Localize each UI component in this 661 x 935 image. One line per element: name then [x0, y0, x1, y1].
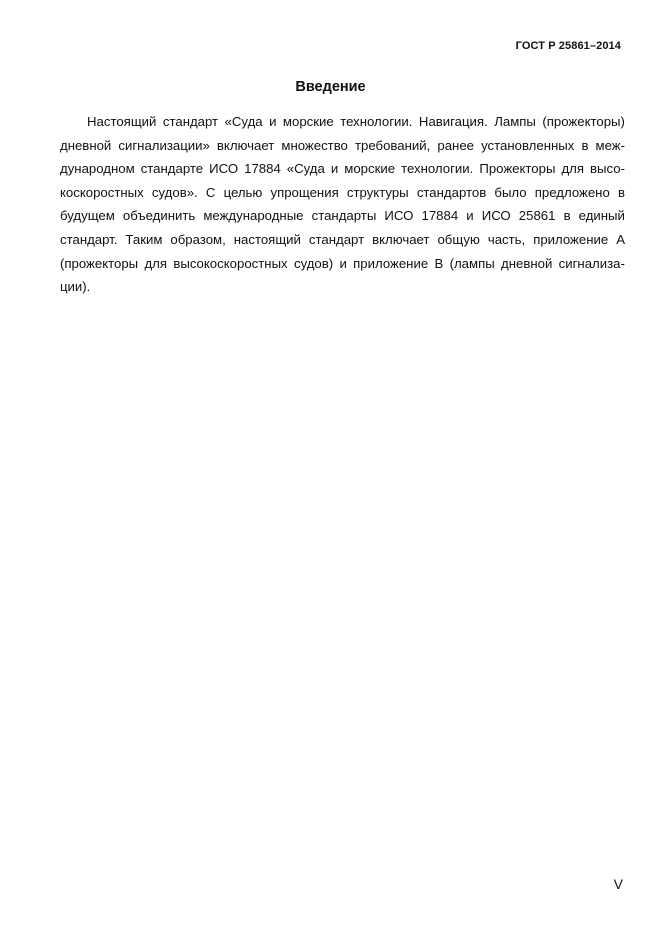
paragraph-word: Навигация. — [418, 114, 488, 129]
paragraph-line: ции). — [60, 279, 91, 295]
paragraph-word: в — [617, 184, 625, 200]
paragraph-word: стандарт — [308, 231, 365, 247]
paragraph-line — [60, 228, 625, 252]
paragraph-word: в — [581, 137, 589, 153]
paragraph-word: структуры — [346, 184, 409, 200]
paragraph-word: дневной — [60, 137, 112, 153]
introduction-paragraph — [60, 110, 625, 299]
paragraph-word: предложено — [534, 184, 610, 200]
paragraph-word: единый — [578, 208, 625, 224]
paragraph-word: коскоростных — [60, 184, 144, 200]
paragraph-word: целью — [223, 184, 263, 200]
paragraph-word: включает — [372, 231, 430, 247]
paragraph-word: в — [563, 208, 571, 224]
paragraph-word: Лампы — [494, 114, 536, 129]
paragraph-word: дународном — [60, 161, 135, 177]
paragraph-word: настоящий — [233, 231, 301, 247]
paragraph-word: технологии. — [401, 161, 474, 177]
paragraph-line — [60, 110, 625, 134]
paragraph-word: ИСО — [209, 161, 239, 177]
paragraph-word: Настоящий — [87, 114, 157, 129]
paragraph-word: (прожекторы) — [542, 114, 625, 129]
paragraph-word: стандартов — [416, 184, 487, 200]
paragraph-word: часть, — [487, 231, 526, 247]
paragraph-word: Таким — [125, 231, 163, 247]
paragraph-word: приложение — [533, 231, 609, 247]
paragraph-word: множество — [281, 137, 348, 153]
paragraph-word: стандарт — [162, 114, 219, 129]
paragraph-word: будущем — [60, 208, 115, 224]
paragraph-word: и — [339, 255, 347, 271]
paragraph-word: общую — [437, 231, 480, 247]
paragraph-word: (прожекторы — [60, 255, 139, 271]
paragraph-word: стандарты — [311, 208, 377, 224]
paragraph-word: высо- — [590, 161, 625, 177]
paragraph-word: меж- — [595, 137, 625, 153]
paragraph-word: 25861 — [518, 208, 556, 224]
paragraph-word: ранее — [437, 137, 475, 153]
paragraph-word: «Суда — [286, 161, 325, 177]
paragraph-word: и — [466, 208, 474, 224]
paragraph-word: требований, — [354, 137, 431, 153]
paragraph-word: Прожекторы — [479, 161, 556, 177]
paragraph-word: морские — [344, 161, 396, 177]
paragraph-word: для — [561, 161, 585, 177]
paragraph-word: ИСО — [384, 208, 414, 224]
paragraph-word: для — [144, 255, 168, 271]
paragraph-line — [60, 157, 625, 181]
paragraph-word: 17884 — [244, 161, 281, 177]
paragraph-word: морские — [282, 114, 334, 129]
paragraph-word: сигнализа- — [558, 255, 625, 271]
paragraph-word: дневной — [501, 255, 553, 271]
paragraph-word: установленных — [481, 137, 575, 153]
paragraph-word: сигнализации» — [118, 137, 210, 153]
section-title: Введение — [295, 79, 366, 95]
paragraph-word: А — [616, 231, 625, 247]
paragraph-word: стандарт. — [60, 231, 118, 247]
paragraph-word: судов) — [293, 255, 334, 271]
paragraph-word: образом, — [170, 231, 226, 247]
paragraph-word: стандарте — [140, 161, 204, 177]
paragraph-line — [60, 252, 625, 276]
paragraph-word: технологии. — [340, 114, 413, 129]
paragraph-word: упрощения — [270, 184, 339, 200]
paragraph-word: объединить — [122, 208, 196, 224]
paragraph-word: В — [434, 255, 444, 271]
paragraph-word: и — [330, 161, 339, 177]
paragraph-word: и — [269, 114, 277, 129]
paragraph-word: 17884 — [421, 208, 459, 224]
paragraph-line — [60, 181, 625, 205]
paragraph-word: ИСО — [481, 208, 511, 224]
paragraph-word: международные — [203, 208, 304, 224]
document-code: ГОСТ Р 25861–2014 — [515, 40, 621, 52]
page-number: V — [613, 876, 623, 892]
paragraph-line — [60, 134, 625, 158]
paragraph-word: С — [205, 184, 216, 200]
paragraph-word: (лампы — [449, 255, 495, 271]
paragraph-word: включает — [216, 137, 275, 153]
paragraph-word: «Суда — [224, 114, 263, 129]
paragraph-word: высокоскоростных — [173, 255, 288, 271]
paragraph-line — [60, 204, 625, 228]
paragraph-word: приложение — [353, 255, 429, 271]
paragraph-word: судов». — [151, 184, 198, 200]
paragraph-word: было — [494, 184, 527, 200]
